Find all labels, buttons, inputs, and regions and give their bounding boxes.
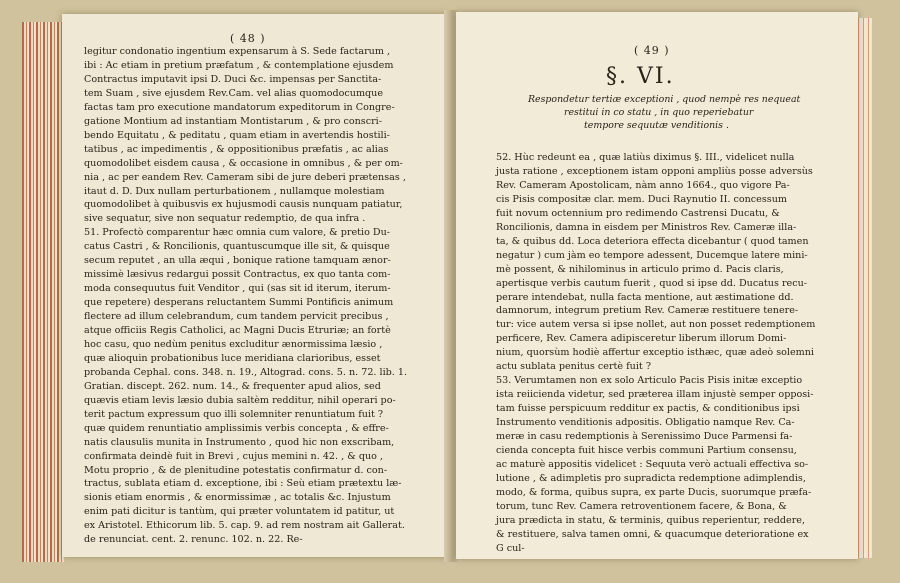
text-line: tem Suam , sive ejusdem Rev.Cam. vel alias quomodocumque	[84, 87, 384, 99]
text-line: bendo Equitatu , & peditatu , quam etiam in avertendis hostili-	[84, 129, 390, 141]
text-line: modo, & forma, quibus supra, ex parte Ducis, suorumque præfa-	[496, 486, 812, 498]
text-line: perficere, Rev. Camera adipisceretur liberum illorum Domi-	[496, 333, 787, 345]
text-line: ibi : Ac etiam in pretium præfatum , & contemplatione ejusdem	[84, 59, 394, 71]
text-line: atque officiis Regis Catholici, ac Magni Ducis Etruriæ; an fortè	[84, 325, 391, 336]
text-line: que repetere) desperans reluctantem Summi Pontificis animum	[84, 297, 394, 309]
text-line: ista reiicienda videtur, sed præterea illam injustè semper opposi-	[496, 389, 814, 401]
text-line: sive sequatur, sive non sequatur redemptio, de qua infra .	[84, 213, 366, 225]
text-line: confirmata deindè fuit in Brevi , cujus memini n. 42. , & quo ,	[84, 450, 384, 462]
subtitle-line: Respondetur tertiæ exceptioni , quod nempè res nequeat	[528, 94, 801, 105]
text-line: jura prædicta in statu, & terminis, quibus reperientur, reddere,	[496, 514, 806, 526]
text-line: de renunciat. cent. 2. renunc. 102. n. 22. Re-	[84, 534, 303, 546]
text-line: terit pactum expressum quo illi solemniter renuntiatum fuit ?	[84, 408, 384, 420]
text-line: flectere ad illum celebrandum, cum tandem pervicit precibus ,	[84, 311, 389, 323]
text-line: tatibus , ac impedimentis , & oppositionibus præfatis , ac alias	[84, 143, 389, 155]
text-line: damnorum, integrum pretium Rev. Cameræ restituere tenere-	[496, 305, 799, 317]
text-line: factas tam pro executione mandatorum expeditorum in Congre-	[84, 101, 395, 113]
text-line: ta, & quibus dd. Loca deteriora effecta dicebantur ( quod tamen	[496, 235, 809, 247]
text-line: fuit novum octennium pro redimendo Castrensi Ducatu, &	[496, 207, 780, 219]
text-line: Instrumento venditionis adpositis. Obligatio namque Rev. Ca-	[496, 417, 795, 429]
text-line: negatur ) cum jàm eo tempore adessent, Ducemque latere mini-	[496, 249, 808, 261]
text-line: ex Aristotel. Ethicorum lib. 5. cap. 9. ad rem nostram ait Gallerat.	[84, 520, 405, 532]
section-title: §. VI.	[606, 64, 675, 89]
text-line: Rev. Cameram Apostolicam, nàm anno 1664., quo vigore Pa-	[496, 179, 790, 191]
text-line: natis clausulis munita in Instrumento , quod hic non exscribam,	[84, 436, 395, 448]
text-line: 51. Profectò comparentur hæc omnia cum valore, & pretio Du-	[84, 227, 391, 239]
subtitle-line: restitui in co statu , in quo reperiebatur	[564, 107, 754, 118]
text-line: ac maturè appositis videlicet : Sequuta verò actuali effectiva so-	[496, 458, 809, 470]
text-line: lutione , & adimpletis pro supradicta redemptione adimplendis,	[496, 472, 806, 484]
text-line: quomodolibet à quibusvis ex hujusmodi causis nunquam patiatur,	[84, 199, 403, 211]
left-page	[62, 14, 448, 557]
text-line: perare intendebat, nulla facta mentione, aut æstimatione dd.	[496, 291, 794, 303]
text-line: hoc casu, quo nedùm penitus excluditur ænormissima læsio ,	[84, 338, 383, 350]
text-line: Contractus imputavit ipsi D. Duci &c. impensas per Sanctita-	[84, 73, 382, 85]
text-line: catus Castri , & Roncilionis, quantuscumque ille sit, & quisque	[84, 241, 390, 253]
text-line: mè possent, & nihilominus in articulo primo d. Pacis claris,	[496, 263, 784, 275]
text-line: nia , ac per eandem Rev. Cameram sibi de jure deberi prætensas ,	[84, 171, 406, 183]
text-line: Motu proprio , & de plenitudine potestatis confirmatur d. con-	[84, 464, 388, 476]
text-line: G cul-	[496, 542, 525, 554]
text-line: 52. Hùc redeunt ea , quæ latiùs diximus §. III., videlicet nulla	[496, 152, 795, 163]
text-line: legitur condonatio ingentium expensarum à S. Sede factarum ,	[84, 46, 391, 57]
text-line: Gratian. discept. 262. num. 14., & frequenter apud alios, sed	[84, 380, 381, 392]
subtitle-line: tempore sequutæ venditionis .	[584, 120, 729, 131]
text-line: itaut d. D. Dux nullam perturbationem , nullamque molestiam	[84, 185, 385, 197]
right-page	[456, 12, 858, 559]
text-line: Roncilionis, damna in eisdem per Ministros Rev. Cameræ illa-	[496, 221, 797, 233]
text-line: tractus, sublata etiam d. exceptione, ibi : Seù etiam prætextu læ-	[84, 478, 402, 490]
text-line: apertisque verbis cautum fuerit , quod si ipse dd. Ducatus recu-	[496, 277, 808, 289]
text-line: moda consequutus fuit Venditor , qui (sas sit id iterum, iterum-	[84, 283, 391, 295]
text-line: enim pati dicitur is tantùm, qui præter voluntatem id patitur, ut	[84, 506, 395, 518]
text-line: tam fuisse perspicuum redditur ex pactis, & conditionibus ipsi	[496, 403, 800, 415]
text-line: torum, tunc Rev. Camera retroventionem facere, & Bona, &	[496, 500, 787, 512]
text-line: gatione Montium ad instantiam Montistarum , & pro conscri-	[84, 115, 382, 127]
text-line: justa ratione , exceptionem istam opponi ampliùs posse adversùs	[496, 165, 813, 177]
page-number-left: ( 48 )	[230, 32, 266, 45]
text-line: quævis etiam levis læsio dubia saltèm redditur, nihil operari po-	[84, 394, 396, 406]
text-line: actu sublata penitus certè fuit ?	[496, 361, 651, 373]
text-line: 53. Verumtamen non ex solo Articulo Pacis Pisis initæ exceptio	[496, 375, 803, 387]
text-line: cis Pisis compositæ clar. mem. Duci Raynutio II. concessum	[496, 193, 787, 205]
page-number-right: ( 49 )	[634, 44, 670, 57]
text-line: probanda Cephal. cons. 348. n. 19., Altograd. cons. 5. n. 72. lib. 1.	[84, 366, 408, 378]
text-line: meræ in casu redemptionis à Serenissimo Duce Parmensi fa-	[496, 431, 793, 442]
page-stack-edge-right	[856, 18, 872, 558]
page-stack-edge-left	[22, 22, 64, 562]
text-line: quæ quidem renuntiatio amplissimis verbis concepta , & effre-	[84, 422, 389, 434]
text-line: secum reputet , an ulla æqui , bonique ratione tamquam ænor-	[84, 255, 391, 267]
text-line: sionis etiam enormis , & enormissimæ , ac totalis &c. Injustum	[84, 492, 391, 504]
text-line: cienda concepta fuit hisce verbis communi Partium consensu,	[496, 444, 797, 456]
text-line: quæ alioquin probationibus luce meridiana clarioribus, esset	[84, 352, 381, 364]
text-line: missimè læsivus redargui possit Contractus, ex quo tanta com-	[84, 269, 391, 281]
text-line: tur: vice autem versa si ipse nollet, aut non posset redemptionem	[496, 319, 816, 331]
text-line: quomodolibet eisdem causa , & occasione in omnibus , & per om-	[84, 157, 403, 169]
text-line: & restituere, salva tamen omni, & quacumque deterioratione ex	[496, 528, 809, 540]
text-line: nium, quorsùm hodiè affertur exceptio isthæc, quæ adeò solemni	[496, 347, 814, 359]
